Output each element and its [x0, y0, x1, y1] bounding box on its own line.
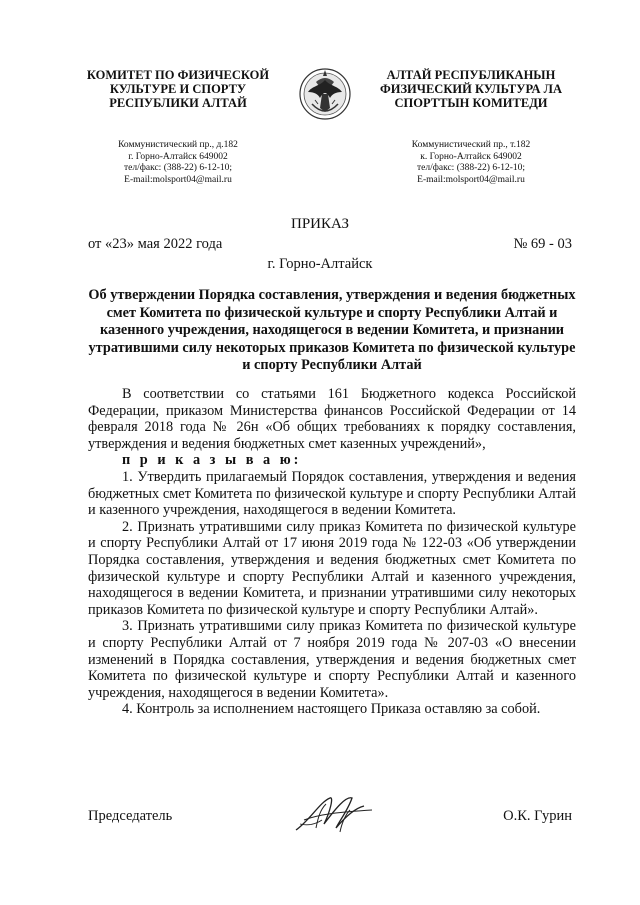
document-number: № 69 - 03	[513, 236, 572, 252]
document-city: г. Горно-Алтайск	[267, 256, 373, 272]
org-name-left: КОМИТЕТ ПО ФИЗИЧЕСКОЙ КУЛЬТУРЕ И СПОРТУ РЕСПУБЛИКИ АЛТАЙ	[86, 68, 270, 110]
org-name-right: АЛТАЙ РЕСПУБЛИКАНЫН ФИЗИЧЕСКИЙ КУЛЬТУРА ЛА СПОРТТЫН КОМИТЕДИ	[380, 68, 562, 110]
document-body	[88, 386, 576, 718]
order-item: 1. Утвердить прилагаемый Порядок составления, утверждения и ведения бюджетных смет Комитета по физической культуре и спорту Республики Алтай и казенного учреждения, находящегося в ведении Комитета.	[88, 468, 576, 519]
document-date: от «23» мая 2022 года	[88, 236, 223, 252]
coat-of-arms-emblem	[298, 60, 352, 126]
handwritten-signature	[290, 790, 380, 840]
address-left: Коммунистический пр., д.182 г. Горно-Алтайск 649002 тел/факс: (388-22) 6-12-10; E-mail:molsport04@mail.ru	[118, 140, 238, 185]
document-title: Об утверждении Порядка составления, утверждения и ведения бюджетных смет Комитета по физической культуре и спорту Республики Алтай и казенного учреждения, находящегося в ведении Комитета, и признании утратившими силу некоторых приказов Комитета по физической культуре и спорту Республики Алтай	[88, 287, 576, 373]
order-word: п р и к а з ы в а ю:	[122, 452, 302, 469]
signer-name: О.К. Гурин	[503, 808, 572, 824]
order-item: 4. Контроль за исполнением настоящего Приказа оставляю за собой.	[122, 701, 541, 718]
order-item: 2. Признать утратившими силу приказ Комитета по физической культуре и спорту Республики Алтай от 17 июня 2019 года № 122-03 «Об утверждении Порядка составления, утверждения и ведения бюджетных смет Комитета по физической культуре и спорту Республики Алтай и казенного учреждения, находящегося в ведении Комитета, и признании утратившими силу некоторых приказов Комитета по физической культуре и спорту Республики Алтай».	[88, 518, 576, 618]
signer-position: Председатель	[88, 808, 173, 824]
preamble-paragraph: В соответствии со статьями 161 Бюджетного кодекса Российской Федерации, приказом Министерства финансов Российской Федерации от 14 февраля 2018 года № 26н «Об общих требованиях к порядку составления, утверждения и ведения бюджетных смет казенных учреждений»,	[88, 386, 576, 452]
address-right: Коммунистический пр., т.182 к. Горно-Алтайск 649002 тел/факс: (388-22) 6-12-10; E-mail:molsport04@mail.ru	[411, 140, 531, 185]
document-type: ПРИКАЗ	[291, 216, 349, 232]
order-item: 3. Признать утратившими силу приказ Комитета по физической культуре и спорту Республики Алтай от 7 ноября 2019 года № 207-03 «О внесении изменений в Порядка составления, утверждения и ведения бюджетных смет Комитета по физической культуре и спорту Республики Алтай и казенного учреждения, находящегося в ведении Комитета».	[88, 618, 576, 701]
